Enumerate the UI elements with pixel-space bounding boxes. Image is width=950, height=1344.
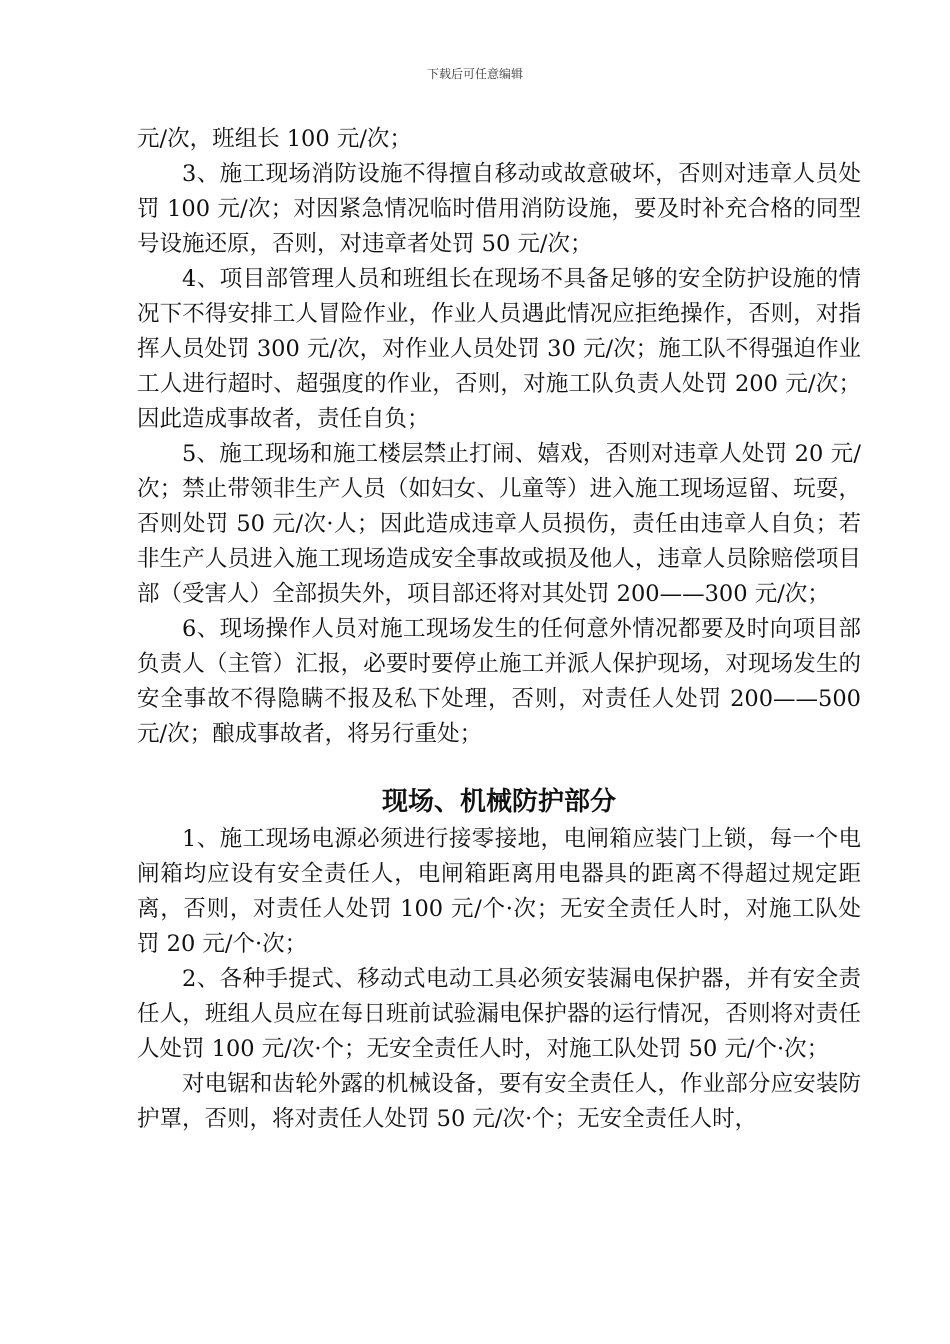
header-note: 下载后可任意编辑 [426,67,523,81]
paragraph-item-4: 4、项目部管理人员和班组长在现场不具备足够的安全防护设施的情况下不得安排工人冒险作业，作业人员遇此情况应拒绝操作，否则，对指挥人员处罚 300 元/次，对作业人员处罚 30 元/次；施工队不得强迫作业工人进行超时、超强度的作业，否则，对施工队负责人处罚 200 元/次；因此造成事故者，责任自负； [137,266,861,432]
paragraph-item-3: 3、施工现场消防设施不得擅自移动或故意破坏，否则对违章人员处罚 100 元/次；对因紧急情况临时借用消防设施，要及时补充合格的同型号设施还原，否则，对违章者处罚 50 元/次； [137,161,861,257]
paragraph-section-item-2: 2、各种手提式、移动式电动工具必须安装漏电保护器，并有安全责任人，班组人员应在每日班前试验漏电保护器的运行情况，否则将对责任人处罚 100 元/次·个；无安全责任人时，对施工队处罚 50 元/个·次； [137,966,861,1062]
paragraph-continuation: 元/次，班组长 100 元/次； [137,126,412,152]
paragraph-item-5: 5、施工现场和施工楼层禁止打闹、嬉戏，否则对违章人处罚 20 元/次；禁止带领非生产人员（如妇女、儿童等）进入施工现场逗留、玩耍，否则处罚 50 元/次·人；因此造成违章人员损伤，责任由违章人自负；若非生产人员进入施工现场造成安全事故或损及他人，违章人员除赔偿项目部（受害人）全部损失外，项目部还将对其处罚 200——300 元/次； [137,441,861,607]
paragraph-section-item-3: 对电锯和齿轮外露的机械设备，要有安全责任人，作业部分应安装防护罩，否则，将对责任人处罚 50 元/次·个；无安全责任人时， [137,1071,861,1132]
document-body [137,122,861,1137]
paragraph-section-item-1: 1、施工现场电源必须进行接零接地，电闸箱应装门上锁，每一个电闸箱均应设有安全责任人，电闸箱距离用电器具的距离不得超过规定距离，否则，对责任人处罚 100 元/个·次；无安全责任人时，对施工队处罚 20 元/个·次； [137,826,861,957]
paragraph-item-6: 6、现场操作人员对施工现场发生的任何意外情况都要及时向项目部负责人（主管）汇报，必要时要停止施工并派人保护现场，对现场发生的安全事故不得隐瞒不报及私下处理，否则，对责任人处罚 200——500 元/次；酿成事故者，将另行重处； [137,616,861,747]
section-title: 现场、机械防护部分 [381,787,616,817]
